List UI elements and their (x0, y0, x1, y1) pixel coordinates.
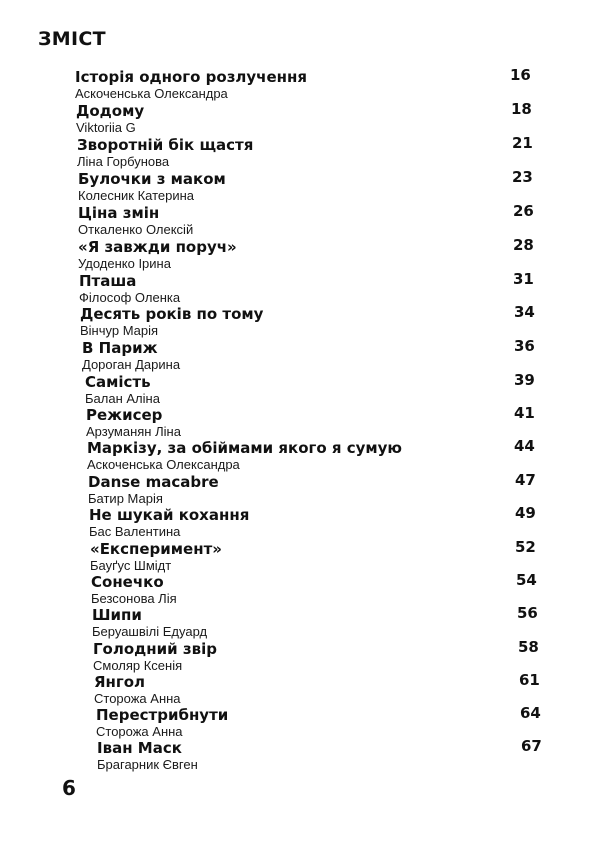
entry-author: Удоденко Ірина (78, 256, 171, 271)
entry-page: 64 (520, 704, 541, 722)
entry-title: Історія одного розлучення (75, 68, 308, 86)
toc-heading: ЗМІСТ (38, 28, 106, 50)
toc-entry (78, 171, 226, 204)
entry-title: Перестрибнути (96, 706, 229, 724)
entry-page: 67 (521, 737, 542, 755)
toc-entry (91, 574, 177, 607)
entry-author: Арзуманян Ліна (86, 424, 181, 439)
entry-page: 28 (513, 236, 534, 254)
entry-author: Viktoriia G (76, 120, 136, 135)
entry-page: 61 (519, 671, 540, 689)
entry-title: Зворотній бік щастя (77, 136, 254, 154)
entry-page: 47 (515, 471, 536, 489)
toc-entry (85, 374, 160, 407)
entry-page: 31 (513, 270, 534, 288)
entry-author: Вінчур Марія (80, 323, 159, 338)
toc-entry (75, 69, 307, 102)
entry-author: Аскоченська Олександра (87, 457, 240, 472)
entry-author: Бауґус Шмідт (90, 558, 172, 573)
entry-page: 44 (514, 437, 535, 455)
toc-entry (78, 239, 237, 272)
entry-title: Danse macabre (88, 473, 219, 491)
toc-entry (89, 507, 249, 540)
entry-title: Десять років по тому (80, 305, 264, 323)
page-number: 6 (62, 776, 76, 800)
entry-author: Сторожа Анна (94, 691, 181, 706)
entry-page: 56 (517, 604, 538, 622)
entry-title: Іван Маск (97, 739, 182, 757)
entry-author: Сторожа Анна (96, 724, 183, 739)
toc-entry (90, 541, 222, 574)
toc-entry (97, 740, 198, 773)
entry-page: 39 (514, 371, 535, 389)
entry-title: Сонечко (91, 573, 164, 591)
entry-author: Ліна Горбунова (77, 154, 170, 169)
toc-entry (76, 103, 144, 136)
entry-author: Філософ Оленка (79, 290, 181, 305)
entry-page: 58 (518, 638, 539, 656)
entry-title: Голодний звір (93, 640, 217, 658)
entry-page: 34 (514, 303, 535, 321)
entry-title: Янгол (94, 673, 146, 691)
entry-page: 21 (512, 134, 533, 152)
entry-title: Шипи (92, 606, 142, 624)
entry-author: Безсонова Лія (91, 591, 177, 606)
toc-entry (82, 340, 180, 373)
entry-author: Колесник Катерина (78, 188, 195, 203)
entry-page: 52 (515, 538, 536, 556)
entry-title: В Париж (82, 339, 158, 357)
entry-author: Бас Валентина (89, 524, 181, 539)
entry-title: Самість (85, 373, 151, 391)
entry-author: Аскоченська Олександра (75, 86, 228, 101)
entry-author: Беруашвілі Едуард (92, 624, 208, 639)
entry-page: 18 (511, 100, 532, 118)
entry-author: Дороган Дарина (82, 357, 181, 372)
entry-page: 54 (516, 571, 537, 589)
toc-entry (79, 273, 180, 306)
entry-title: Додому (76, 102, 145, 120)
entry-title: Маркізу, за обіймами якого я сумую (87, 439, 403, 457)
entry-page: 16 (510, 66, 531, 84)
entry-page: 41 (514, 404, 535, 422)
entry-title: «Я завжди поруч» (78, 238, 237, 256)
entry-author: Откаленко Олексій (78, 222, 194, 237)
toc-entry (94, 674, 181, 707)
entry-author: Балан Аліна (85, 391, 160, 406)
entry-author: Батир Марія (88, 491, 163, 506)
entry-title: Ціна змін (78, 204, 160, 222)
toc-entry (86, 407, 181, 440)
toc-entry (77, 137, 253, 170)
toc-entry (87, 440, 402, 473)
entry-title: Не шукай кохання (89, 506, 250, 524)
toc-entry (92, 607, 207, 640)
toc-entry (80, 306, 263, 339)
entry-title: Булочки з маком (78, 170, 226, 188)
entry-page: 36 (514, 337, 535, 355)
entry-title: Пташа (79, 272, 137, 290)
entry-page: 26 (513, 202, 534, 220)
toc-entry (96, 707, 228, 740)
toc-entry (78, 205, 193, 238)
entry-page: 23 (512, 168, 533, 186)
toc-entry (88, 474, 219, 507)
entry-title: Режисер (86, 406, 163, 424)
entry-title: «Експеримент» (90, 540, 222, 558)
entry-author: Смоляр Ксенія (93, 658, 183, 673)
toc-entry (93, 641, 217, 674)
entry-page: 49 (515, 504, 536, 522)
entry-author: Брагарник Євген (97, 757, 198, 772)
